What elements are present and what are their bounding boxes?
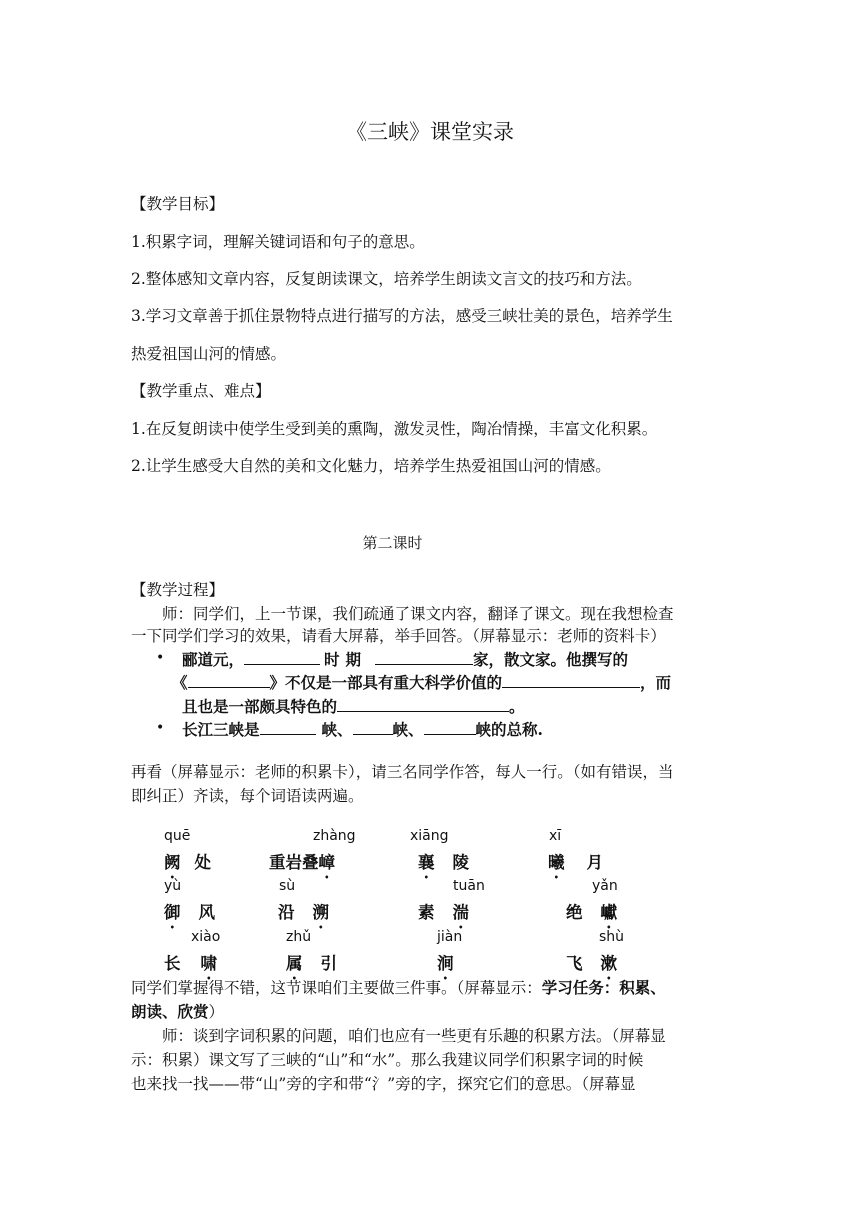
objective-item: 3.学习文章善于抓住景物特点进行描写的方法，感受三峡壮美的景色，培养学生	[131, 307, 673, 325]
vocab-char: 重岩叠	[269, 853, 319, 872]
paragraph-line: 再看（屏幕显示：老师的积累卡），请三名同学作答，每人一行。（如有错误，当	[131, 763, 674, 781]
card-line	[182, 648, 628, 670]
card-text: ，而	[640, 673, 672, 692]
paragraph-line: 示：积累）课文写了三峡的“山”和“水”。那么我建议同学们积累字词的时候	[131, 1051, 644, 1069]
paragraph-line: 也来找一找——带“山”旁的字和带“氵”旁的字，探究它们的意思。（屏幕显	[131, 1075, 636, 1093]
vocab-char: 属	[286, 954, 303, 973]
pinyin: zhǔ	[286, 929, 312, 945]
vocab-char: 嶂	[318, 853, 335, 872]
vocab-word	[566, 899, 617, 932]
card-text: 《	[172, 673, 188, 692]
card-text: 。	[509, 697, 525, 716]
vocab-char: 阙	[164, 853, 181, 872]
vocab-char: 溯	[312, 903, 329, 922]
vocab-char: 月	[586, 853, 603, 872]
card-text: 时期	[324, 650, 368, 669]
focus-item: 1.在反复朗读中使学生受到美的熏陶，激发灵性，陶冶情操，丰富文化积累。	[131, 420, 658, 438]
card-text: 》不仅是一部具有重大科学价值的	[269, 673, 503, 692]
vocab-char: 处	[194, 853, 211, 872]
lesson-subtitle: 第二课时	[362, 534, 423, 552]
card-text: 峡、	[392, 720, 424, 739]
pinyin: xiāng	[410, 828, 449, 844]
card-line	[182, 695, 525, 717]
pinyin: xī	[549, 828, 562, 844]
objective-item: 热爱祖国山河的情感。	[131, 345, 287, 363]
card-text: 峡的总称.	[475, 720, 543, 739]
fill-blank	[502, 671, 640, 688]
pinyin: yǎn	[592, 878, 618, 894]
paragraph-line	[131, 978, 666, 998]
teacher-paragraph-line: 师：同学们，上一节课，我们疏通了课文内容，翻译了课文。现在我想检查	[162, 605, 674, 623]
objectives-heading: 【教学目标】	[131, 195, 225, 213]
pinyin: zhàng	[313, 828, 356, 844]
vocab-char: 涧	[437, 954, 454, 973]
bullet-icon: •	[156, 720, 165, 736]
learning-task-text: 朗读、欣赏	[131, 1002, 209, 1021]
focus-item: 2.让学生感受大自然的美和文化魅力，培养学生热爱祖国山河的情感。	[131, 457, 611, 475]
vocab-word	[278, 899, 329, 932]
fill-blank	[424, 718, 476, 735]
paragraph-line	[131, 1002, 224, 1022]
card-text: 长江三峡是	[182, 720, 260, 739]
fill-blank	[353, 718, 393, 735]
vocab-char: 长	[164, 954, 181, 973]
vocab-word	[164, 899, 215, 932]
vocab-char: 风	[198, 903, 215, 922]
learning-task-text: 学习任务：积累、	[541, 978, 666, 997]
vocab-char: 襄	[418, 853, 435, 872]
pinyin: jiàn	[437, 929, 463, 945]
card-text: 峡、	[321, 720, 353, 739]
card-text: 家，散文家。他撰写的	[473, 650, 629, 669]
objective-item: 2.整体感知文章内容，反复朗读课文，培养学生朗读文言文的技巧和方法。	[131, 270, 642, 288]
card-text: 且也是一部颇具特色的	[182, 697, 338, 716]
pinyin: quē	[164, 828, 191, 844]
vocab-char: 湍	[452, 903, 469, 922]
paragraph-text: ）	[208, 1003, 225, 1021]
card-line	[172, 671, 671, 693]
vocab-char: 沿	[278, 903, 295, 922]
vocab-char: 绝	[566, 903, 583, 922]
fill-blank	[260, 718, 316, 735]
vocab-char: 曦	[548, 853, 565, 872]
pinyin: shù	[599, 929, 625, 945]
pinyin: xiào	[191, 929, 221, 945]
vocab-char: 啸	[200, 954, 217, 973]
paragraph-line: 即纠正）齐读，每个词语读两遍。	[131, 787, 364, 805]
vocab-char: 漱	[600, 954, 617, 973]
page-title: 《三峡》课堂实录	[346, 120, 514, 144]
fill-blank	[244, 648, 320, 665]
teacher-paragraph-line: 一下同学们学习的效果，请看大屏幕，举手回答。（屏幕显示：老师的资料卡）	[131, 627, 666, 645]
vocab-char: 巘	[600, 903, 617, 922]
vocab-char: 飞	[566, 954, 583, 973]
fill-blank	[337, 695, 509, 712]
vocab-word	[418, 899, 469, 932]
card-line	[182, 718, 543, 740]
fill-blank	[188, 671, 270, 688]
focus-heading: 【教学重点、难点】	[131, 382, 271, 400]
card-text: 郦道元，	[182, 650, 245, 669]
bullet-icon: •	[156, 650, 165, 666]
teacher-paragraph-line: 师：谈到字词积累的问题，咱们也应有一些更有乐趣的积累方法。（屏幕显	[162, 1027, 666, 1045]
vocab-char: 御	[164, 903, 181, 922]
pinyin: yù	[164, 878, 182, 894]
vocab-char: 引	[320, 954, 337, 973]
process-heading: 【教学过程】	[131, 581, 225, 599]
fill-blank	[375, 648, 473, 665]
pinyin: sù	[279, 878, 296, 894]
pinyin: tuān	[453, 878, 485, 894]
vocab-char: 素	[418, 903, 435, 922]
vocab-char: 陵	[452, 853, 469, 872]
objective-item: 1.积累字词，理解关键词语和句子的意思。	[131, 233, 425, 251]
paragraph-text: 同学们掌握得不错，这节课咱们主要做三件事。（屏幕显示：	[131, 979, 542, 997]
